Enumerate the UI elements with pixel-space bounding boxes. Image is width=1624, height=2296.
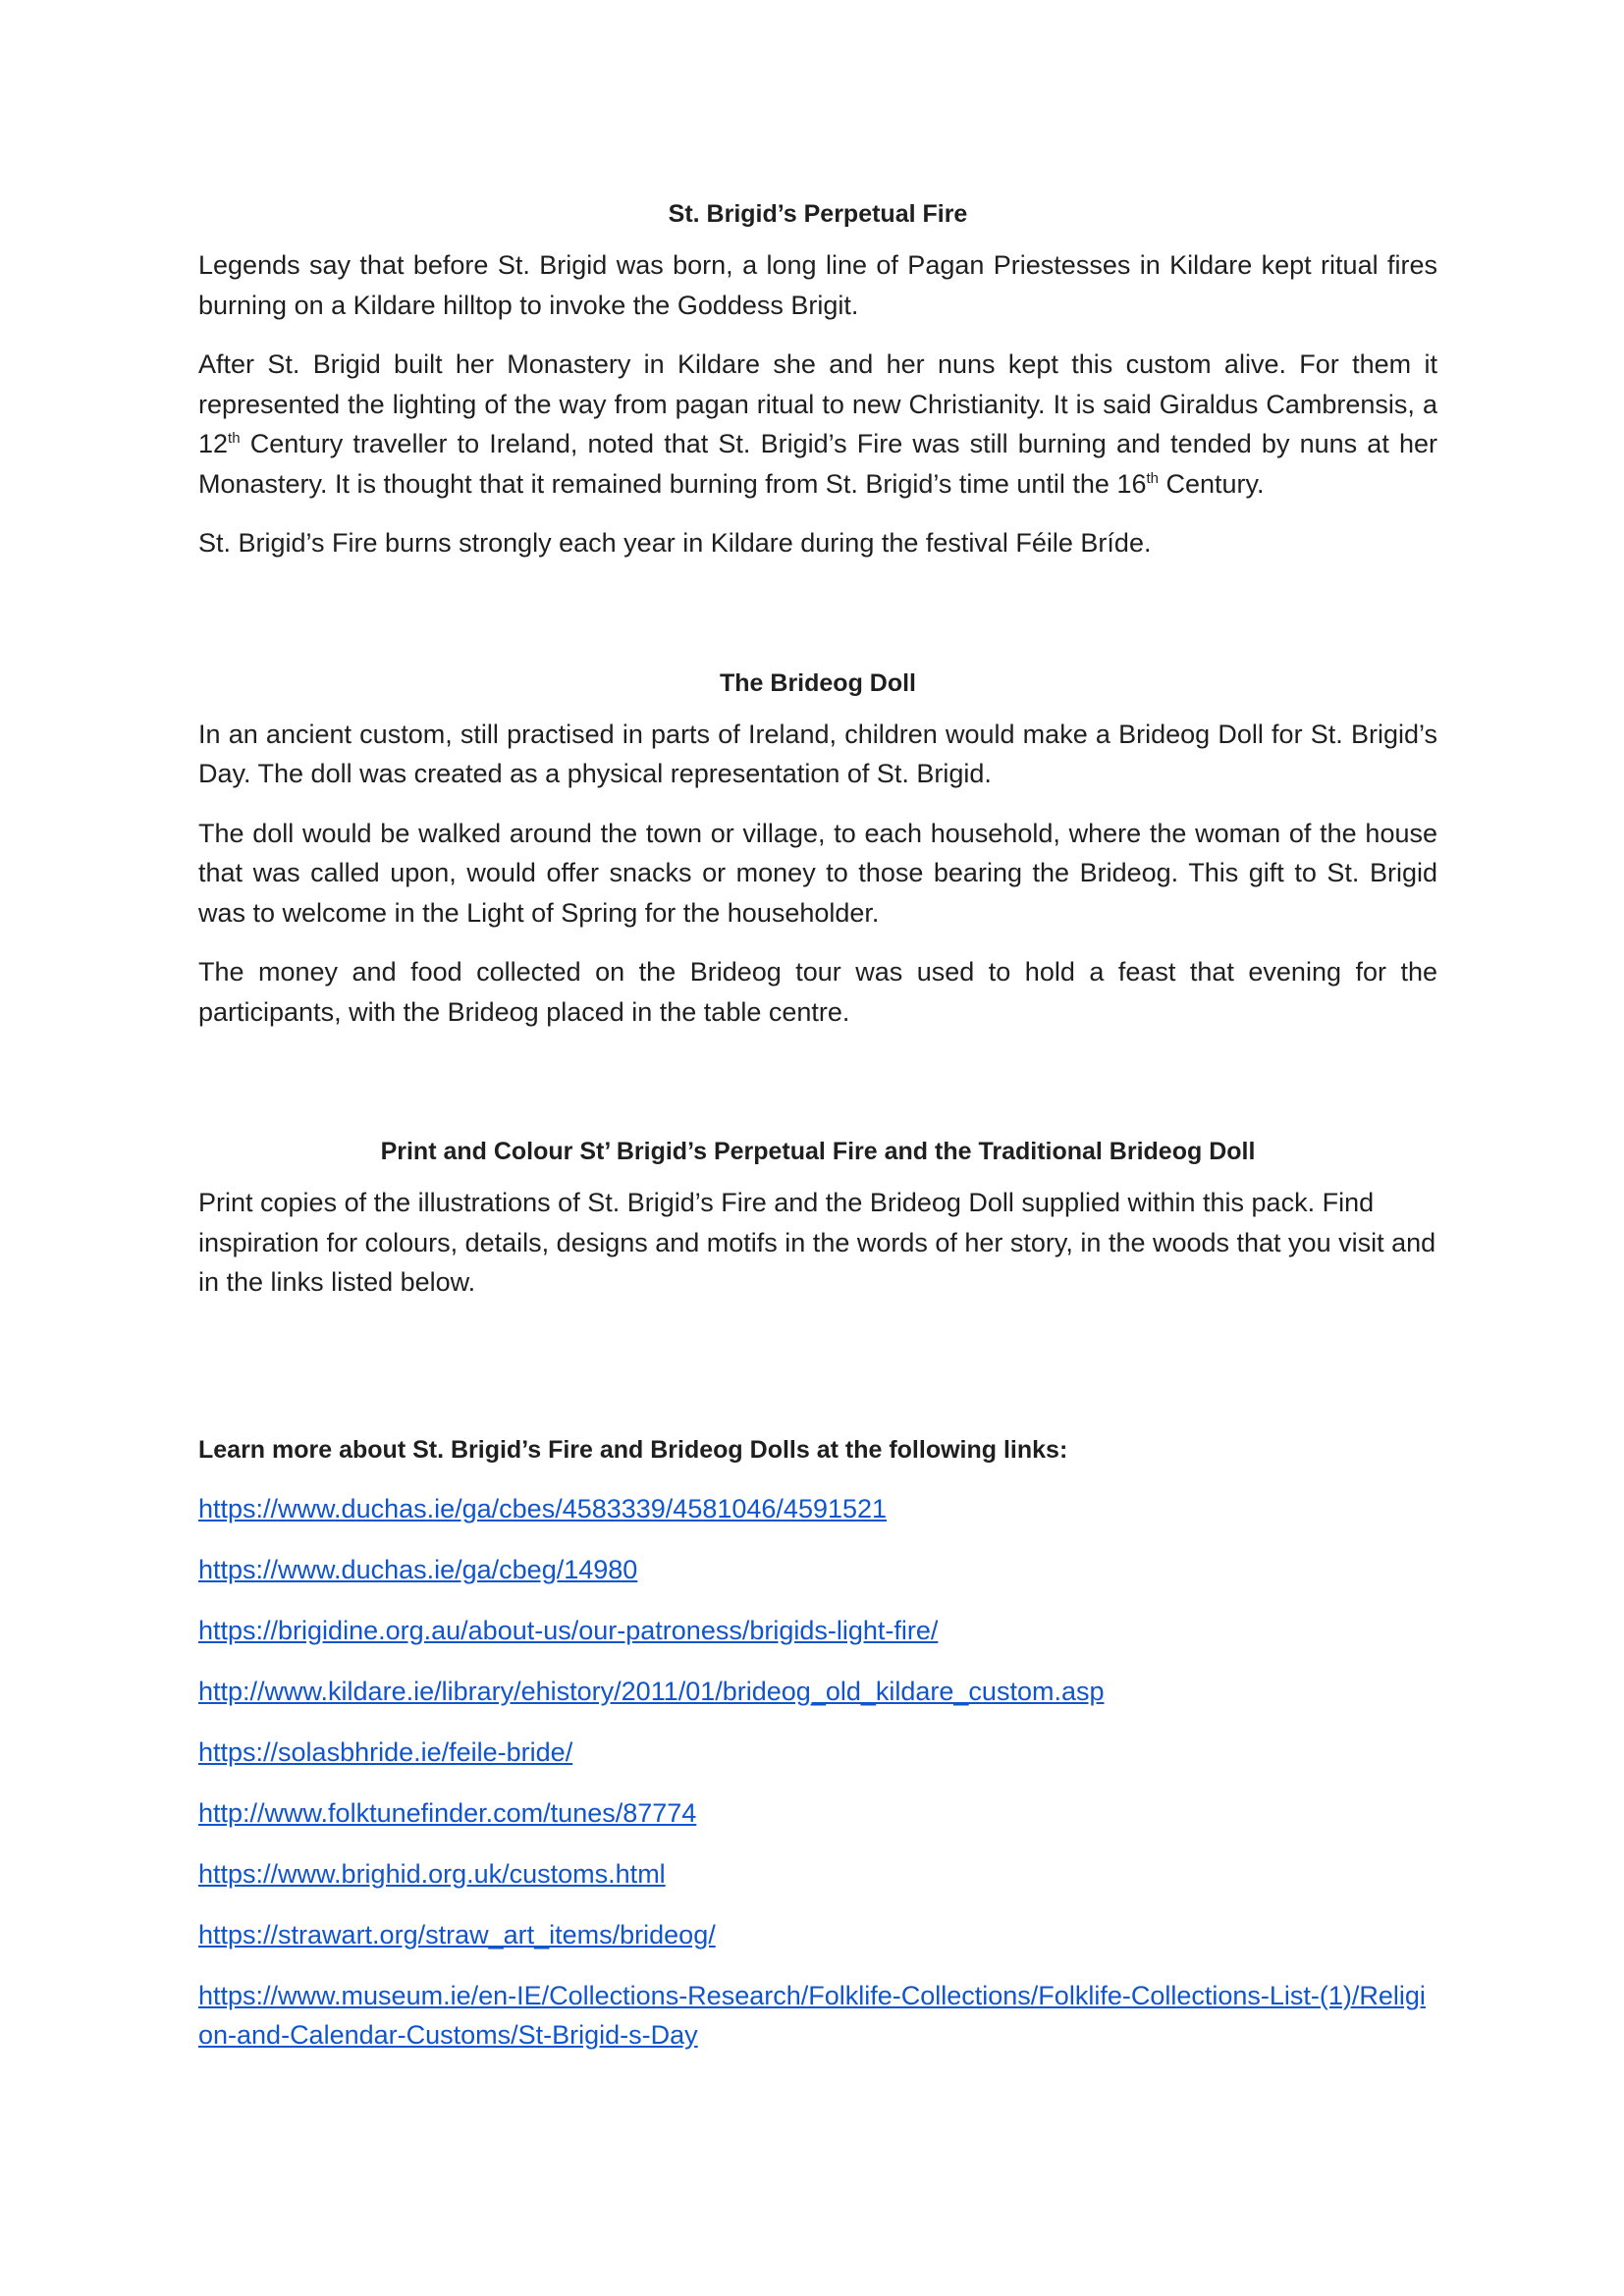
brideog-paragraph-3: The money and food collected on the Brideog tour was used to hold a feast that evening for the participants, with the Brideog placed in the table centre. [198,957,1437,1027]
links-heading: Learn more about St. Brigid’s Fire and Brideog Dolls at the following links: [198,1435,1068,1464]
link-kildare-library[interactable]: http://www.kildare.ie/library/ehistory/2011/01/brideog_old_kildare_custom.asp [198,1676,1105,1706]
superscript-th: th [1146,469,1159,487]
link-strawart[interactable]: https://strawart.org/straw_art_items/brideog/ [198,1919,716,1949]
section-title-fire: St. Brigid’s Perpetual Fire [668,200,968,228]
link-brighid[interactable]: https://www.brighid.org.uk/customs.html [198,1858,666,1889]
link-museum[interactable]: https://www.museum.ie/en-IE/Collections-Research/Folklife-Collections/Folklife-Collections-List-(1)/Religion-and-Calendar-Customs/St-Brigid-s-Day [198,1980,1426,2050]
section-title-print-colour: Print and Colour St’ Brigid’s Perpetual Fire and the Traditional Brideog Doll [380,1138,1256,1165]
link-duchas-cbes[interactable]: https://www.duchas.ie/ga/cbes/4583339/4581046/4591521 [198,1493,888,1523]
section-title-brideog: The Brideog Doll [720,668,916,697]
brideog-paragraph-1: In an ancient custom, still practised in parts of Ireland, children would make a Brideog Doll for St. Brigid’s Day. The doll was created as a physical representation of St. Brigid. [198,719,1437,788]
fire-paragraph-3: St. Brigid’s Fire burns strongly each year in Kildare during the festival Féile Bríde. [198,528,1152,558]
fire-paragraph-2-part3: Century. [1159,468,1265,499]
link-brigidine[interactable]: https://brigidine.org.au/about-us/our-patroness/brigids-light-fire/ [198,1615,939,1645]
brideog-paragraph-2: The doll would be walked around the town or village, to each household, where the woman of the house that was called upon, would offer snacks or money to those bearing the Brideog. This gift to St. Brigid was to welcome in the Light of Spring for the householder. [198,818,1437,928]
fire-paragraph-2-part2: Century traveller to Ireland, noted that St. Brigid’s Fire was still burning and tended by nuns at her Monastery. It is thought that it remained burning from St. Brigid’s time until the 16 [198,429,1437,499]
link-folktunefinder[interactable]: http://www.folktunefinder.com/tunes/87774 [198,1797,697,1828]
section-spacer [198,583,1437,664]
fire-paragraph-1: Legends say that before St. Brigid was born, a long line of Pagan Priestesses in Kildare kept ritual fires burning on a Kildare hilltop to invoke the Goddess Brigit. [198,250,1437,320]
document-page [198,194,1437,2076]
link-solasbhride[interactable]: https://solasbhride.ie/feile-bride/ [198,1736,573,1767]
section-spacer [198,1322,1437,1430]
fire-paragraph-2 [198,345,1437,504]
link-duchas-cbeg[interactable]: https://www.duchas.ie/ga/cbeg/14980 [198,1554,638,1584]
print-colour-paragraph: Print copies of the illustrations of St. Brigid’s Fire and the Brideog Doll supplied within this pack. Find inspiration for colours, details, designs and motifs in the words of her story, in the woods that you visit and in the links listed below. [198,1188,1436,1297]
fire-paragraph-2-part1: After St. Brigid built her Monastery in Kildare she and her nuns kept this custom alive. For them it represented the lighting of the way from pagan ritual to new Christianity. It is said Giraldus Cambrensis, a 12 [198,349,1437,458]
superscript-th: th [228,430,241,447]
section-spacer [198,1051,1437,1132]
